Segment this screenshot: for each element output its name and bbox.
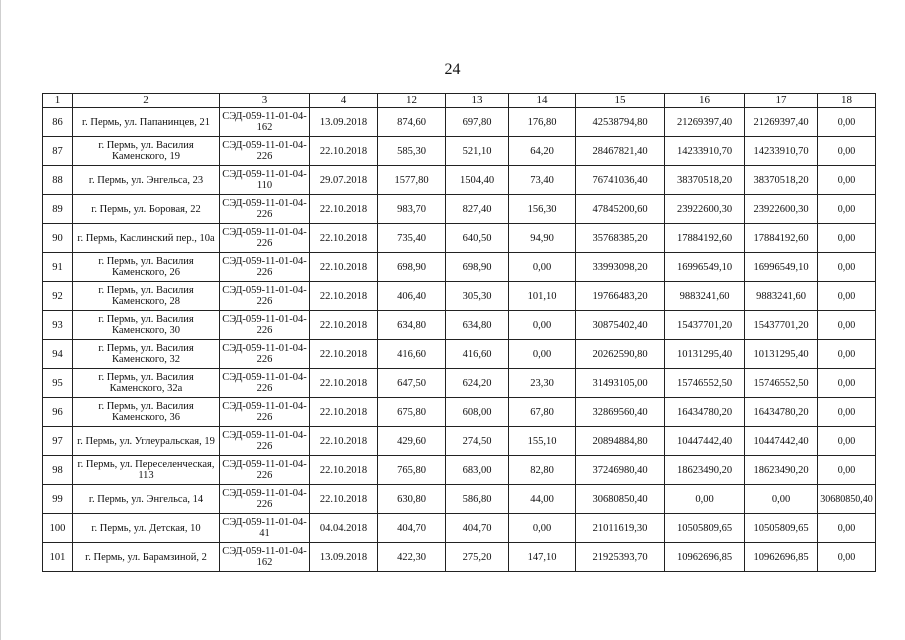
amount-cell: 35768385,20 [576,224,665,253]
amount-cell: 0,00 [818,224,876,253]
value-cell: 422,30 [378,543,446,572]
value-cell: 147,10 [509,543,576,572]
date-cell: 22.10.2018 [310,427,378,456]
amount-cell: 0,00 [818,456,876,485]
value-cell: 156,30 [509,195,576,224]
amount-cell: 31493105,00 [576,369,665,398]
value-cell: 983,70 [378,195,446,224]
table-row [43,340,876,369]
amount-cell: 0,00 [818,427,876,456]
amount-cell: 0,00 [818,253,876,282]
value-cell: 1577,80 [378,166,446,195]
table-row [43,195,876,224]
amount-cell: 10131295,40 [745,340,818,369]
value-cell: 82,80 [509,456,576,485]
date-cell: 22.10.2018 [310,485,378,514]
amount-cell: 30875402,40 [576,311,665,340]
amount-cell: 14233910,70 [665,137,745,166]
scan-edge [0,0,1,640]
column-header: 4 [310,94,378,108]
amount-cell: 47845200,60 [576,195,665,224]
amount-cell: 18623490,20 [665,456,745,485]
address-cell: г. Пермь, ул. Василия Каменского, 32 [73,340,220,369]
amount-cell: 16996549,10 [665,253,745,282]
amount-cell: 21925393,70 [576,543,665,572]
document-number-cell: СЭД-059-11-01-04-41 [220,514,310,543]
amount-cell: 0,00 [818,369,876,398]
column-header: 3 [220,94,310,108]
document-number-cell: СЭД-059-11-01-04-226 [220,398,310,427]
table-row [43,108,876,137]
amount-cell: 9883241,60 [745,282,818,311]
value-cell: 94,90 [509,224,576,253]
document-number-cell: СЭД-059-11-01-04-226 [220,311,310,340]
document-number-cell: СЭД-059-11-01-04-226 [220,369,310,398]
amount-cell: 30680850,40 [818,485,876,514]
date-cell: 22.10.2018 [310,311,378,340]
amount-cell: 42538794,80 [576,108,665,137]
amount-cell: 10447442,40 [745,427,818,456]
amount-cell: 10505809,65 [745,514,818,543]
value-cell: 683,00 [446,456,509,485]
amount-cell: 30680850,40 [576,485,665,514]
amount-cell: 15746552,50 [665,369,745,398]
amount-cell: 0,00 [818,195,876,224]
value-cell: 608,00 [446,398,509,427]
value-cell: 586,80 [446,485,509,514]
address-cell: г. Пермь, ул. Энгельса, 14 [73,485,220,514]
value-cell: 827,40 [446,195,509,224]
address-cell: г. Пермь, ул. Переселенческая, 113 [73,456,220,485]
row-number: 90 [43,224,73,253]
table-row [43,369,876,398]
amount-cell: 0,00 [818,166,876,195]
value-cell: 0,00 [509,253,576,282]
amount-cell: 38370518,20 [745,166,818,195]
address-cell: г. Пермь, ул. Василия Каменского, 30 [73,311,220,340]
amount-cell: 0,00 [818,282,876,311]
date-cell: 04.04.2018 [310,514,378,543]
value-cell: 404,70 [378,514,446,543]
amount-cell: 0,00 [665,485,745,514]
row-number: 93 [43,311,73,340]
amount-cell: 0,00 [818,340,876,369]
table-body [43,108,876,572]
table-row [43,427,876,456]
address-cell: г. Пермь, ул. Василия Каменского, 28 [73,282,220,311]
date-cell: 22.10.2018 [310,456,378,485]
row-number: 92 [43,282,73,311]
column-header: 13 [446,94,509,108]
amount-cell: 9883241,60 [665,282,745,311]
column-header: 12 [378,94,446,108]
address-cell: г. Пермь, ул. Углеуральская, 19 [73,427,220,456]
date-cell: 13.09.2018 [310,543,378,572]
address-cell: г. Пермь, ул. Энгельса, 23 [73,166,220,195]
amount-cell: 15437701,20 [745,311,818,340]
value-cell: 585,30 [378,137,446,166]
table-row [43,485,876,514]
table-row [43,166,876,195]
amount-cell: 16434780,20 [665,398,745,427]
column-header: 16 [665,94,745,108]
value-cell: 274,50 [446,427,509,456]
registry-table [42,93,876,572]
column-header: 14 [509,94,576,108]
row-number: 101 [43,543,73,572]
row-number: 98 [43,456,73,485]
amount-cell: 16996549,10 [745,253,818,282]
value-cell: 416,60 [378,340,446,369]
address-cell: г. Пермь, ул. Барамзиной, 2 [73,543,220,572]
document-number-cell: СЭД-059-11-01-04-226 [220,195,310,224]
amount-cell: 19766483,20 [576,282,665,311]
value-cell: 765,80 [378,456,446,485]
address-cell: г. Пермь, ул. Василия Каменского, 19 [73,137,220,166]
value-cell: 698,90 [446,253,509,282]
table-row [43,282,876,311]
row-number: 99 [43,485,73,514]
table-row [43,398,876,427]
value-cell: 1504,40 [446,166,509,195]
table-row [43,253,876,282]
value-cell: 521,10 [446,137,509,166]
amount-cell: 18623490,20 [745,456,818,485]
value-cell: 429,60 [378,427,446,456]
table-row [43,137,876,166]
value-cell: 634,80 [446,311,509,340]
value-cell: 73,40 [509,166,576,195]
row-number: 100 [43,514,73,543]
document-number-cell: СЭД-059-11-01-04-226 [220,282,310,311]
amount-cell: 20262590,80 [576,340,665,369]
value-cell: 0,00 [509,514,576,543]
document-number-cell: СЭД-059-11-01-04-110 [220,166,310,195]
amount-cell: 23922600,30 [745,195,818,224]
row-number: 89 [43,195,73,224]
value-cell: 634,80 [378,311,446,340]
row-number: 94 [43,340,73,369]
value-cell: 698,90 [378,253,446,282]
value-cell: 874,60 [378,108,446,137]
table-header-row [43,94,876,108]
row-number: 87 [43,137,73,166]
amount-cell: 0,00 [818,398,876,427]
value-cell: 64,20 [509,137,576,166]
value-cell: 404,70 [446,514,509,543]
value-cell: 305,30 [446,282,509,311]
document-number-cell: СЭД-059-11-01-04-226 [220,224,310,253]
amount-cell: 15746552,50 [745,369,818,398]
date-cell: 22.10.2018 [310,137,378,166]
amount-cell: 0,00 [818,108,876,137]
document-number-cell: СЭД-059-11-01-04-226 [220,427,310,456]
amount-cell: 10962696,85 [665,543,745,572]
amount-cell: 23922600,30 [665,195,745,224]
document-number-cell: СЭД-059-11-01-04-226 [220,485,310,514]
amount-cell: 21269397,40 [665,108,745,137]
amount-cell: 10962696,85 [745,543,818,572]
document-number-cell: СЭД-059-11-01-04-162 [220,108,310,137]
date-cell: 13.09.2018 [310,108,378,137]
amount-cell: 0,00 [818,311,876,340]
amount-cell: 0,00 [818,137,876,166]
column-header: 17 [745,94,818,108]
amount-cell: 0,00 [818,543,876,572]
value-cell: 176,80 [509,108,576,137]
amount-cell: 32869560,40 [576,398,665,427]
page-number: 24 [444,61,461,78]
address-cell: г. Пермь, ул. Детская, 10 [73,514,220,543]
value-cell: 697,80 [446,108,509,137]
document-number-cell: СЭД-059-11-01-04-162 [220,543,310,572]
table-row [43,514,876,543]
row-number: 91 [43,253,73,282]
address-cell: г. Пермь, ул. Папанинцев, 21 [73,108,220,137]
amount-cell: 14233910,70 [745,137,818,166]
value-cell: 416,60 [446,340,509,369]
amount-cell: 37246980,40 [576,456,665,485]
document-number-cell: СЭД-059-11-01-04-226 [220,340,310,369]
row-number: 88 [43,166,73,195]
value-cell: 101,10 [509,282,576,311]
value-cell: 647,50 [378,369,446,398]
column-header: 2 [73,94,220,108]
value-cell: 67,80 [509,398,576,427]
address-cell: г. Пермь, ул. Василия Каменского, 32а [73,369,220,398]
address-cell: г. Пермь, ул. Василия Каменского, 26 [73,253,220,282]
date-cell: 22.10.2018 [310,253,378,282]
amount-cell: 10505809,65 [665,514,745,543]
date-cell: 29.07.2018 [310,166,378,195]
amount-cell: 38370518,20 [665,166,745,195]
table-row [43,224,876,253]
address-cell: г. Пермь, ул. Василия Каменского, 36 [73,398,220,427]
table-row [43,456,876,485]
amount-cell: 16434780,20 [745,398,818,427]
amount-cell: 15437701,20 [665,311,745,340]
address-cell: г. Пермь, Каслинский пер., 10а [73,224,220,253]
date-cell: 22.10.2018 [310,340,378,369]
value-cell: 675,80 [378,398,446,427]
amount-cell: 76741036,40 [576,166,665,195]
date-cell: 22.10.2018 [310,224,378,253]
amount-cell: 10131295,40 [665,340,745,369]
amount-cell: 0,00 [818,514,876,543]
column-header: 18 [818,94,876,108]
amount-cell: 33993098,20 [576,253,665,282]
value-cell: 44,00 [509,485,576,514]
amount-cell: 21011619,30 [576,514,665,543]
date-cell: 22.10.2018 [310,195,378,224]
table-row [43,543,876,572]
value-cell: 406,40 [378,282,446,311]
value-cell: 735,40 [378,224,446,253]
value-cell: 0,00 [509,340,576,369]
document-number-cell: СЭД-059-11-01-04-226 [220,137,310,166]
amount-cell: 21269397,40 [745,108,818,137]
value-cell: 23,30 [509,369,576,398]
amount-cell: 0,00 [745,485,818,514]
column-header: 1 [43,94,73,108]
amount-cell: 20894884,80 [576,427,665,456]
amount-cell: 10447442,40 [665,427,745,456]
amount-cell: 17884192,60 [665,224,745,253]
date-cell: 22.10.2018 [310,282,378,311]
document-number-cell: СЭД-059-11-01-04-226 [220,253,310,282]
value-cell: 155,10 [509,427,576,456]
column-header: 15 [576,94,665,108]
value-cell: 640,50 [446,224,509,253]
row-number: 95 [43,369,73,398]
value-cell: 624,20 [446,369,509,398]
amount-cell: 28467821,40 [576,137,665,166]
value-cell: 630,80 [378,485,446,514]
date-cell: 22.10.2018 [310,369,378,398]
row-number: 96 [43,398,73,427]
row-number: 86 [43,108,73,137]
value-cell: 275,20 [446,543,509,572]
value-cell: 0,00 [509,311,576,340]
document-number-cell: СЭД-059-11-01-04-226 [220,456,310,485]
amount-cell: 17884192,60 [745,224,818,253]
table-row [43,311,876,340]
date-cell: 22.10.2018 [310,398,378,427]
address-cell: г. Пермь, ул. Боровая, 22 [73,195,220,224]
row-number: 97 [43,427,73,456]
